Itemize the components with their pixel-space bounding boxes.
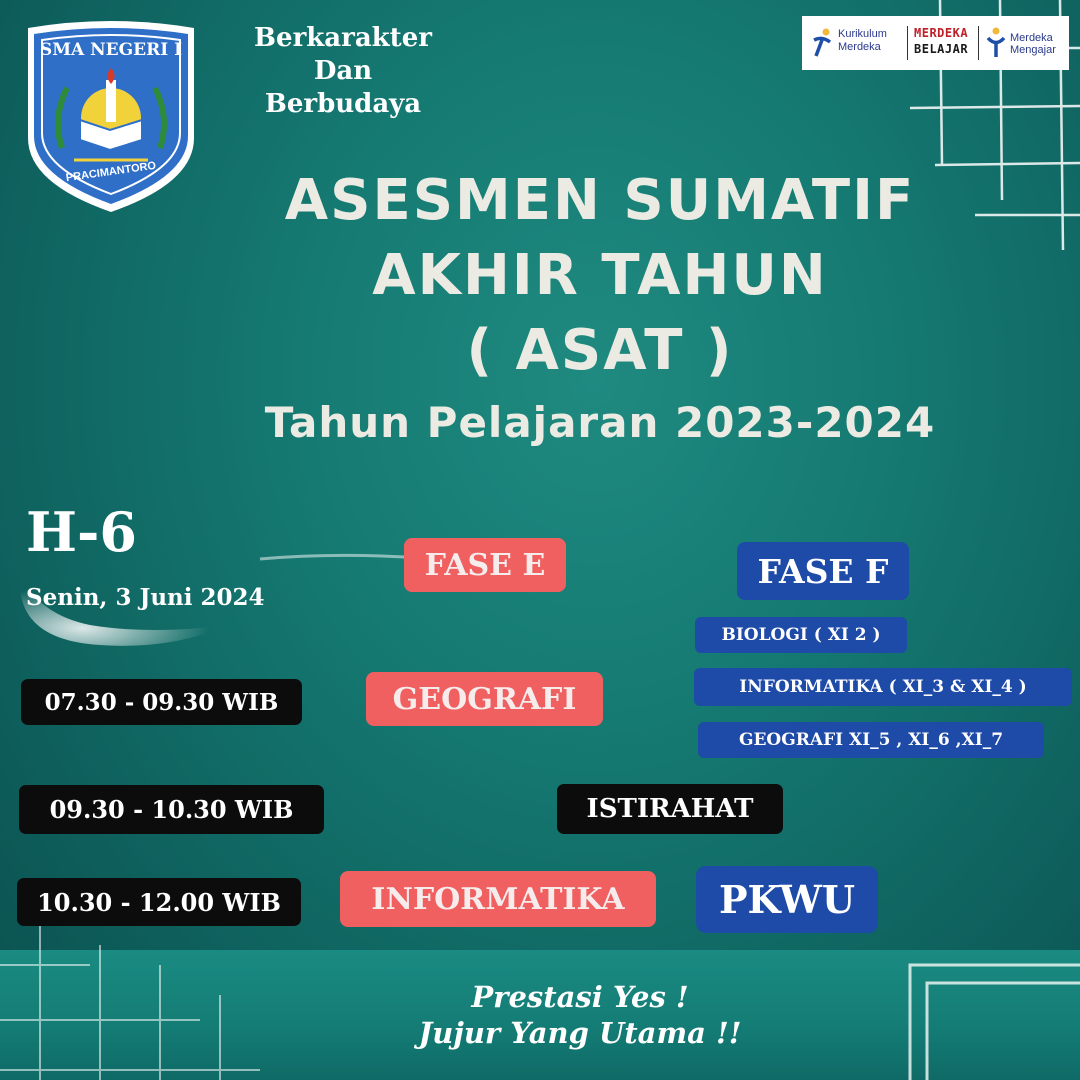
school-logo-name: SMA NEGERI I: [39, 40, 183, 60]
fase-f-note: INFORMATIKA ( XI_3 & XI_4 ): [694, 668, 1072, 706]
merdeka-mengajar-icon: [985, 27, 1007, 59]
kurikulum-line1: Kurikulum: [838, 28, 887, 40]
subject-fase-e: GEOGRAFI: [366, 672, 603, 726]
motto-line: Dan: [313, 56, 373, 86]
title-line3: ( ASAT ): [466, 318, 734, 383]
merdeka-belajar-line2: BELAJAR: [914, 42, 969, 56]
academic-year: Tahun Pelajaran 2023-2024: [264, 398, 936, 447]
fase-f-note: GEOGRAFI XI_5 , XI_6 ,XI_7: [698, 722, 1044, 758]
school-motto: [232, 22, 454, 121]
merdeka-mengajar-line2: Mengajar: [1010, 44, 1056, 56]
day-label: H-6: [26, 500, 138, 564]
fase-e-header: FASE E: [404, 538, 566, 592]
kurikulum-merdeka-icon: [810, 28, 834, 58]
exam-date: Senin, 3 Juni 2024: [26, 584, 265, 611]
time-slot: 07.30 - 09.30 WIB: [21, 679, 302, 725]
motto-line: Berbudaya: [264, 89, 422, 119]
merdeka-belajar-line1: MERDEKA: [914, 26, 969, 40]
kurikulum-line2: Merdeka: [838, 41, 881, 53]
logo-divider: [907, 26, 908, 60]
break-label: ISTIRAHAT: [557, 784, 783, 834]
merdeka-mengajar-line1: Merdeka: [1010, 32, 1053, 44]
title-line1: ASESMEN SUMATIF: [284, 168, 916, 233]
title-line2: AKHIR TAHUN: [372, 243, 828, 308]
partner-logos-box: [802, 16, 1069, 70]
tagline-line1: Prestasi Yes !: [471, 980, 689, 1014]
time-slot: 09.30 - 10.30 WIB: [19, 785, 324, 834]
subject-fase-e: INFORMATIKA: [340, 871, 656, 927]
motto-line: Berkarakter: [254, 23, 432, 53]
subject-fase-f: PKWU: [696, 866, 878, 933]
tagline-line2: Jujur Yang Utama !!: [418, 1016, 742, 1050]
fase-f-header: FASE F: [737, 542, 909, 600]
fase-f-note: BIOLOGI ( XI 2 ): [695, 617, 907, 653]
decorative-grid-bottom-left: [0, 925, 260, 1080]
logo-divider: [978, 26, 979, 60]
decorative-frame-bottom-right: [905, 955, 1080, 1080]
time-slot: 10.30 - 12.00 WIB: [17, 878, 301, 926]
school-logo-location: PRACIMANTORO: [65, 159, 157, 185]
